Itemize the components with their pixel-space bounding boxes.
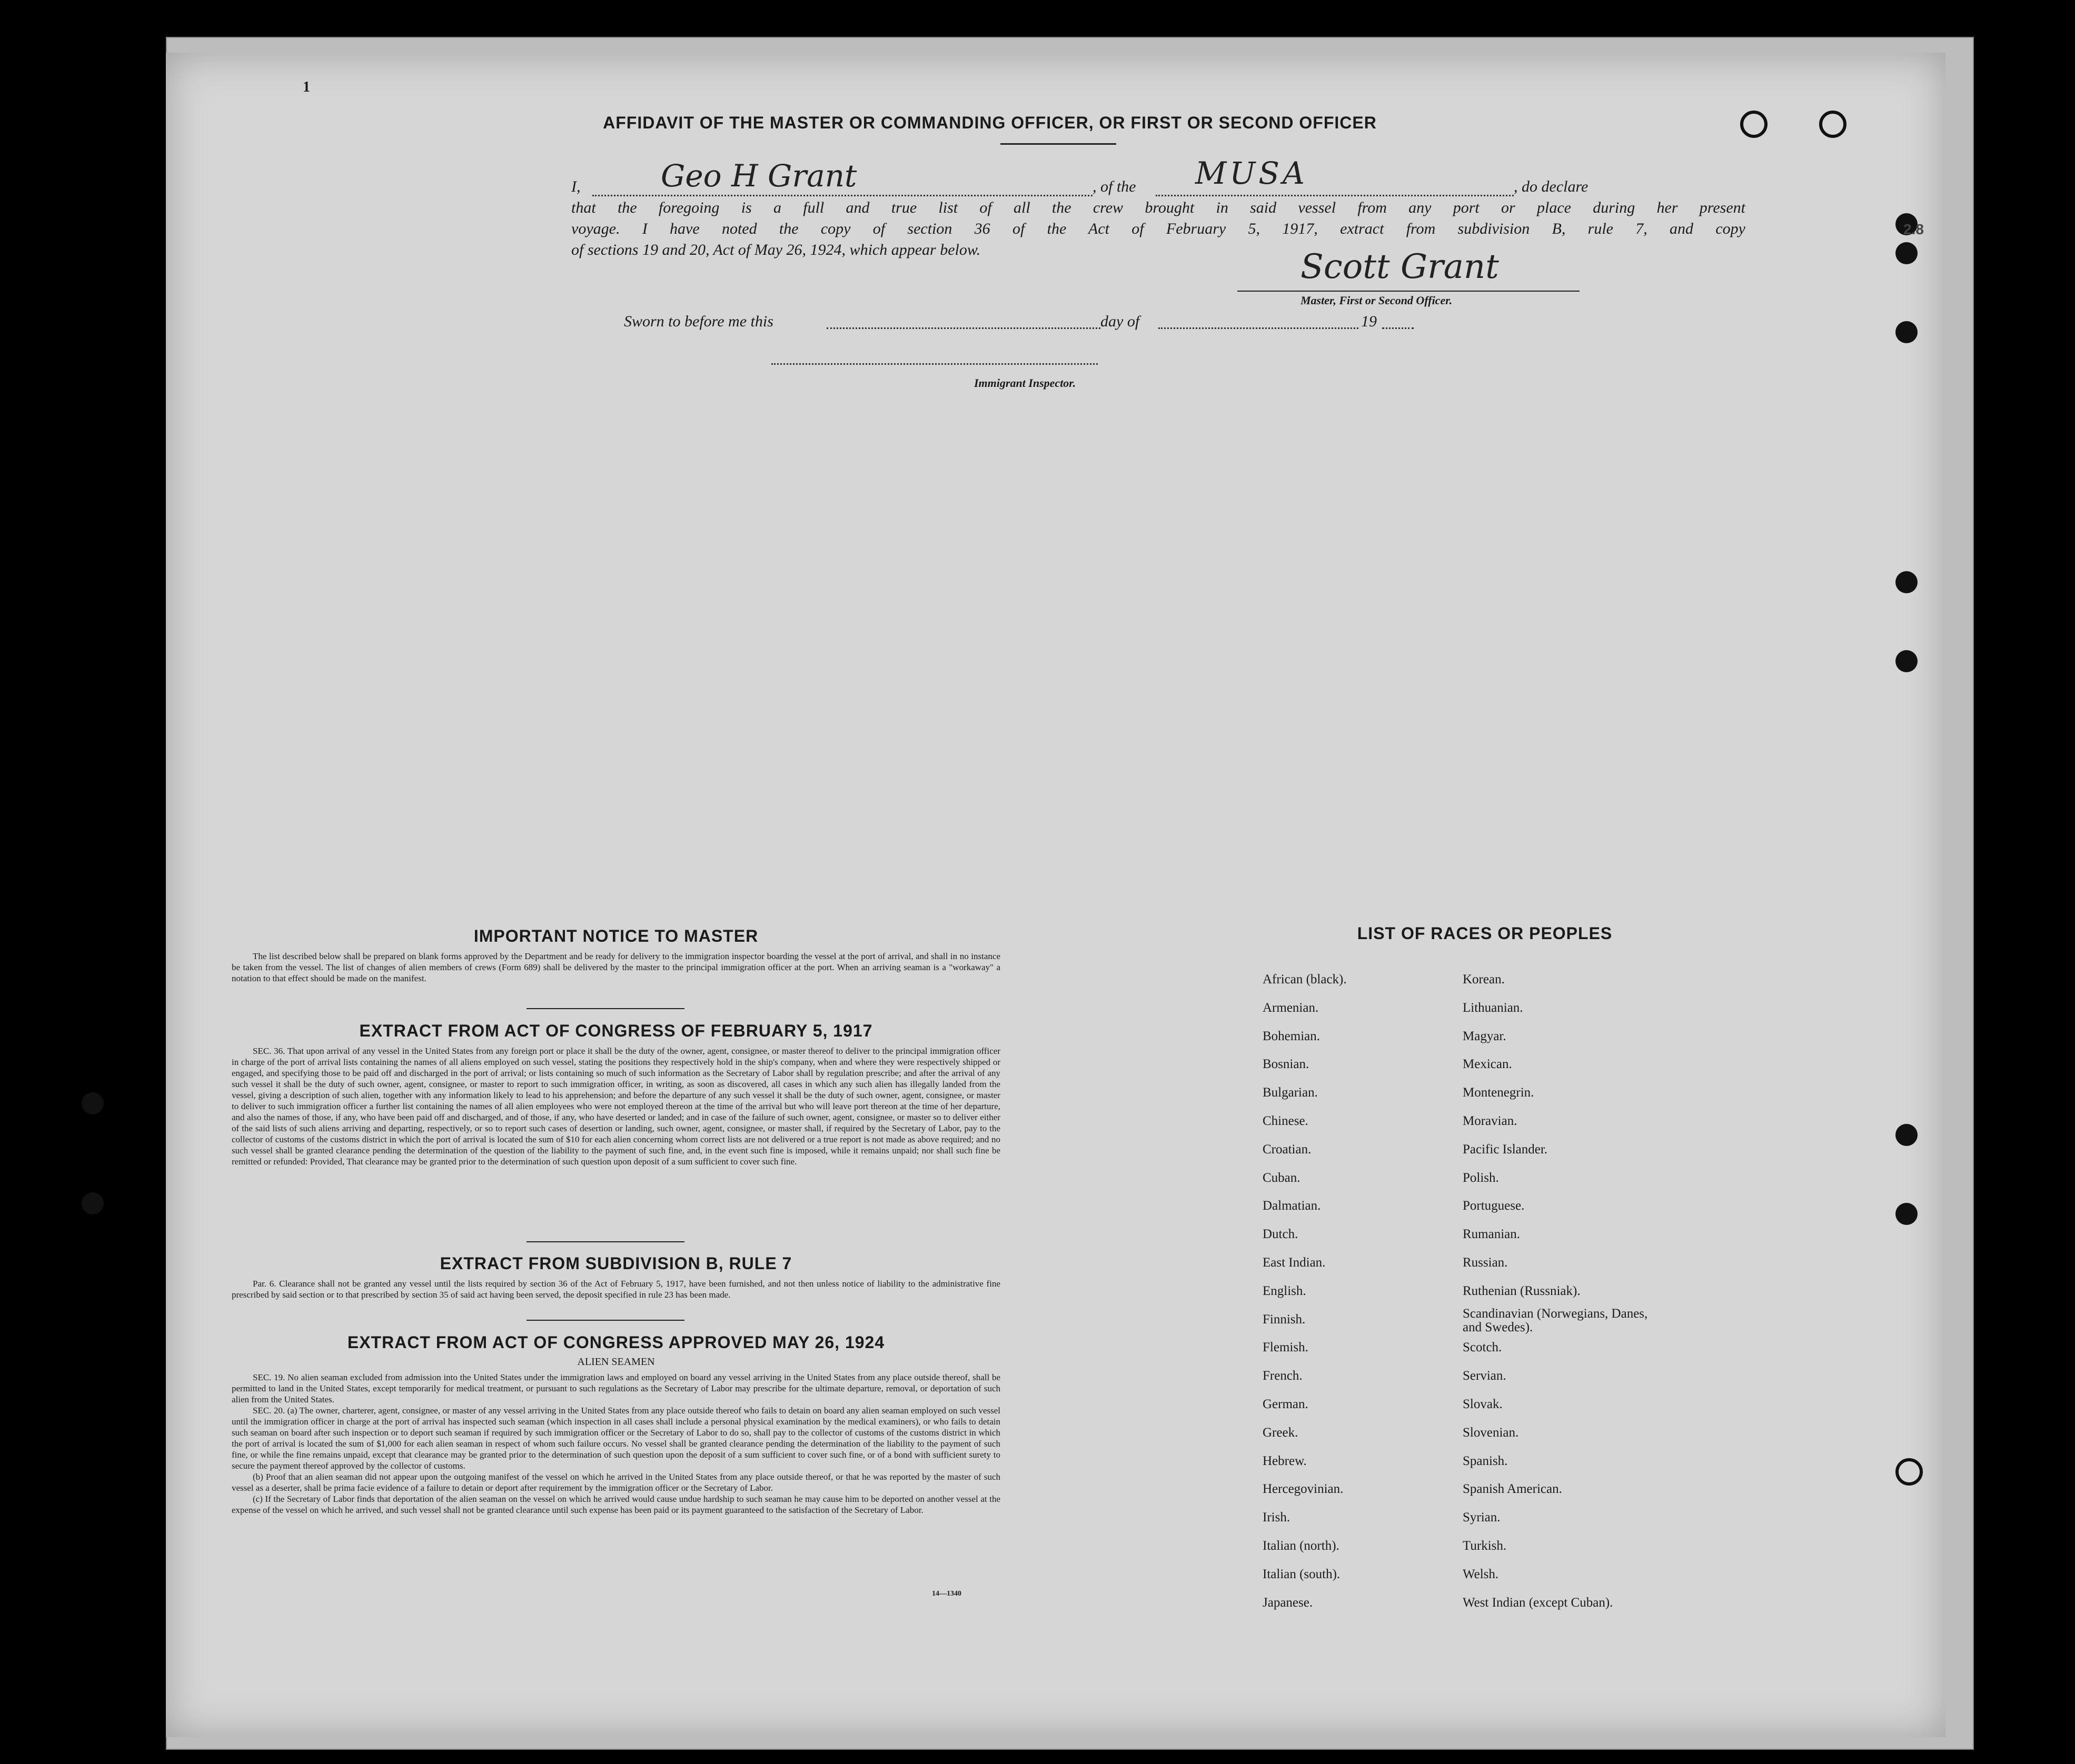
corner-mark: 1 bbox=[303, 79, 310, 95]
race-item: Welsh. bbox=[1463, 1567, 1499, 1581]
punch-hole bbox=[82, 1192, 104, 1214]
race-item: West Indian (except Cuban). bbox=[1463, 1595, 1613, 1610]
rule7-text: Par. 6. Clearance shall not be granted any vessel until the lists required by section 36 of the Act of February 5, 1917, have been furnished, and not then unless notice of liability to the administrative fine prescribed by said section or to that prescribed by section 35 of said act having been served, the deposit specified in rule 23 has been made. bbox=[232, 1279, 1000, 1300]
extract-1924-title: EXTRACT FROM ACT OF CONGRESS APPROVED MAY 26, 1924 bbox=[347, 1333, 885, 1352]
punch-hole bbox=[1895, 650, 1918, 672]
punch-hole bbox=[1895, 321, 1918, 343]
affidavit-line-1: that the foregoing is a full and true list of all the crew brought in said vessel from any port or place during her present bbox=[571, 199, 1745, 216]
sec20b-text: (b) Proof that an alien seaman did not appear upon the outgoing manifest of the vessel on which he arrived in the United States from any place outside thereof, or that he was reported by the master of such vessel as a deserter, shall be prima facie evidence of a failure to detain or deport after requirement by the immigration officer or the Secretary of Labor. bbox=[232, 1472, 1000, 1493]
race-item: Hercegovinian. bbox=[1263, 1482, 1344, 1497]
race-item: Russian. bbox=[1463, 1255, 1508, 1270]
race-item: Italian (north). bbox=[1263, 1539, 1339, 1553]
name-line bbox=[592, 195, 1093, 196]
punch-hole bbox=[1895, 242, 1918, 264]
races-title: LIST OF RACES OR PEOPLES bbox=[1357, 924, 1613, 943]
form-number: 14—1340 bbox=[932, 1590, 961, 1598]
rule7-title: EXTRACT FROM SUBDIVISION B, RULE 7 bbox=[440, 1254, 792, 1273]
sworn-label: Sworn to before me this bbox=[624, 313, 773, 330]
race-item: Spanish American. bbox=[1463, 1482, 1562, 1497]
section-rule bbox=[527, 1008, 684, 1009]
inspector-caption: Immigrant Inspector. bbox=[974, 376, 1076, 390]
notice-text: The list described below shall be prepared on blank forms approved by the Department and be ready for delivery to the immigration inspector boarding the vessel at the port of arrival, and shall in no instance be taken from the vessel. The list of changes of alien members of crews (Form 689) shall be delivered by the master to the principal immigration officer at the port. When an arriving seaman is a "workaway" a notation to that effect should be made on the manifest. bbox=[232, 951, 1000, 983]
race-item: Spanish. bbox=[1463, 1453, 1508, 1468]
race-item: Chinese. bbox=[1263, 1114, 1308, 1128]
punch-hole bbox=[82, 1092, 104, 1114]
master-signature: Scott Grant bbox=[1300, 247, 1499, 286]
race-item: Moravian. bbox=[1463, 1114, 1517, 1128]
affidavit-line-3: of sections 19 and 20, Act of May 26, 1924, which appear below. bbox=[571, 241, 981, 258]
race-item: Polish. bbox=[1463, 1170, 1499, 1185]
race-item: Syrian. bbox=[1463, 1510, 1501, 1525]
punch-ring bbox=[1740, 111, 1768, 138]
section-rule bbox=[527, 1320, 684, 1321]
race-item: Magyar. bbox=[1463, 1029, 1506, 1043]
race-item: Finnish. bbox=[1263, 1312, 1306, 1327]
month-line bbox=[1158, 327, 1358, 329]
year-prefix: 19 bbox=[1361, 313, 1377, 330]
race-item: Ruthenian (Russniak). bbox=[1463, 1283, 1581, 1298]
race-item: Croatian. bbox=[1263, 1142, 1312, 1157]
section-rule bbox=[527, 1241, 684, 1242]
punch-ring bbox=[1819, 111, 1846, 138]
stamp-number: 2.8 bbox=[1903, 221, 1924, 237]
race-item: Rumanian. bbox=[1463, 1227, 1521, 1242]
affidavit-title: AFFIDAVIT OF THE MASTER OR COMMANDING OFFICER, OR FIRST OR SECOND OFFICER bbox=[603, 113, 1377, 132]
day-of-label: day of bbox=[1100, 313, 1140, 330]
vessel-name-handwritten: MUSA bbox=[1195, 155, 1308, 191]
race-item: Scandinavian (Norwegians, Danes, and Swedes). bbox=[1463, 1306, 1648, 1334]
extract-1924-body bbox=[232, 1372, 1000, 1516]
race-item: African (black). bbox=[1263, 972, 1347, 986]
notice-title: IMPORTANT NOTICE TO MASTER bbox=[473, 926, 759, 945]
race-item: Dutch. bbox=[1263, 1227, 1298, 1242]
signer-caption: Master, First or Second Officer. bbox=[1300, 294, 1453, 307]
sec19-text: SEC. 19. No alien seaman excluded from admission into the United States under the immigration laws and employed on board any vessel arriving in the United States from any place outside thereof, shall be permitted to land in the United States, except temporarily for medical treatment, or pursuant to such regulations as the Secretary of Labor may prescribe for the ultimate departure, removal, or deportation of such alien from the United States. bbox=[232, 1372, 1000, 1404]
punch-hole bbox=[1895, 571, 1918, 593]
punch-ring bbox=[1895, 1458, 1923, 1486]
affidavit-text bbox=[571, 197, 1745, 261]
race-item: Flemish. bbox=[1263, 1340, 1308, 1355]
punch-hole bbox=[1895, 1124, 1918, 1146]
extract-1917-title: EXTRACT FROM ACT OF CONGRESS OF FEBRUARY 5, 1917 bbox=[359, 1021, 873, 1040]
race-item: Italian (south). bbox=[1263, 1567, 1341, 1581]
race-item: English. bbox=[1263, 1283, 1306, 1298]
race-item: Japanese. bbox=[1263, 1595, 1313, 1610]
race-item: Hebrew. bbox=[1263, 1453, 1307, 1468]
race-item: French. bbox=[1263, 1369, 1303, 1383]
race-item: Turkish. bbox=[1463, 1539, 1507, 1553]
race-item: Scotch. bbox=[1463, 1340, 1502, 1355]
title-rule bbox=[1000, 143, 1116, 145]
race-item: Dalmatian. bbox=[1263, 1199, 1321, 1213]
year-line bbox=[1382, 327, 1414, 329]
do-declare-label: , do declare bbox=[1514, 178, 1588, 195]
affidavit-line-2: voyage. I have noted the copy of section 36 of the Act of February 5, 1917, extract from subdivision B, rule 7, and copy bbox=[571, 220, 1745, 237]
race-item: Bohemian. bbox=[1263, 1029, 1321, 1043]
race-item: Montenegrin. bbox=[1463, 1085, 1534, 1100]
extract-1917-text: SEC. 36. That upon arrival of any vessel in the United States from any foreign port or place it shall be the duty of the owner, agent, consignee, or master thereof to deliver to the principal immigration officer in charge of the port of arrival lists containing the names of all aliens employed on such vessel, stating the positions they respectively hold in the ship's company, when and where they were respectively shipped or engaged, and specifying those to be paid off and discharged in the port of arrival; or lists containing so much of such information as the Secretary of Labor shall by regulation prescribe; and after the arrival of any such vessel it shall be the duty of such owner, agent, consignee, or master to report to such immigration officer, in writing, as soon as discovered, all cases in which any such alien has illegally landed from the vessel, giving a description of such alien, together with any information likely to lead to his apprehension; and before the departure of any such vessel it shall be the duty of such owner, agent, consignee, or master to deliver to such immigration officer a further list containing the names of all alien employees who were not employed thereon at the time of the arrival but who will leave port thereon at the time of her departure, and also the names of those, if any, who have been paid off and discharged, and of those, if any, who have deserted or landed; and in case of the failure of such owner, agent, consignee, or master so to deliver either of the said lists of such aliens arriving and departing, respectively, or so to report such cases of desertion or landing, such owner, agent, consignee, or master shall, if required by the Secretary of Labor, pay to the collector of customs of the customs district in which the port of arrival is located the sum of $10 for each alien concerning whom correct lists are not delivered or a true report is not made as above required; and no such vessel shall be granted clearance pending the determination of the question of the liability to the payment of such fine, and, in the event such fine is imposed, while it remains unpaid; nor shall such fine be remitted or refunded: Provided, That clearance may be granted prior to the determination of such question upon deposit of a sum sufficient to cover such fine. bbox=[232, 1046, 1000, 1167]
race-item: Korean. bbox=[1463, 972, 1505, 986]
race-item: Greek. bbox=[1263, 1425, 1298, 1440]
signature-line bbox=[1237, 291, 1580, 292]
sworn-date-line bbox=[827, 327, 1100, 329]
alien-seamen-subtitle: ALIEN SEAMEN bbox=[577, 1356, 655, 1368]
race-item: Cuban. bbox=[1263, 1170, 1300, 1185]
vessel-line bbox=[1156, 195, 1514, 196]
i-label: I, bbox=[571, 178, 581, 195]
race-item: Armenian. bbox=[1263, 1000, 1319, 1015]
race-item: Mexican. bbox=[1463, 1057, 1512, 1072]
race-item: Slovak. bbox=[1463, 1397, 1503, 1411]
of-the-label: , of the bbox=[1093, 178, 1136, 195]
race-item: Servian. bbox=[1463, 1369, 1506, 1383]
race-item: Irish. bbox=[1263, 1510, 1290, 1525]
race-item: Bosnian. bbox=[1263, 1057, 1309, 1072]
race-item: German. bbox=[1263, 1397, 1308, 1411]
officer-name-handwritten: Geo H Grant bbox=[661, 158, 857, 194]
sworn-line bbox=[624, 313, 1377, 334]
sec20a-text: SEC. 20. (a) The owner, charterer, agent, consignee, or master of any vessel arriving in the United States from any place outside thereof who fails to detain on board any alien seaman employed on such vessel until the immigration officer in charge at the port of arrival has inspected such seaman (which inspection in all cases shall include a personal physical examination by the medical examiners), or who fails to detain such seaman on board after such inspection or to deport such seaman if required by such immigration officer or the Secretary of Labor to do so, shall pay to the collector of customs of the customs district in which the port of arrival is located the sum of $1,000 for each alien seaman in respect of whom such failure occurs. No vessel shall be granted clearance pending the determination of the liability to the payment of such fine, or while the fine remains unpaid, except that clearance may be granted prior to the determination of such question upon the deposit of a sum sufficient to cover such fine, or of a bond with sufficient surety to secure the payment thereof approved by the collector of customs. bbox=[232, 1406, 1000, 1471]
inspector-signature-line bbox=[771, 363, 1098, 365]
race-item: Slovenian. bbox=[1463, 1425, 1519, 1440]
race-item: Portuguese. bbox=[1463, 1199, 1525, 1213]
race-item: Lithuanian. bbox=[1463, 1000, 1523, 1015]
race-item: East Indian. bbox=[1263, 1255, 1326, 1270]
race-item: Pacific Islander. bbox=[1463, 1142, 1548, 1157]
sec20c-text: (c) If the Secretary of Labor finds that deportation of the alien seaman on the vessel on which he arrived would cause undue hardship to such seaman he may cause him to be deported on another vessel at the expense of the vessel on which he arrived, and such vessel shall not be granted clearance until such expense has been paid or its payment guaranteed to the satisfaction of the Secretary of Labor. bbox=[232, 1494, 1000, 1515]
race-item: Bulgarian. bbox=[1263, 1085, 1318, 1100]
punch-hole bbox=[1895, 1203, 1918, 1225]
